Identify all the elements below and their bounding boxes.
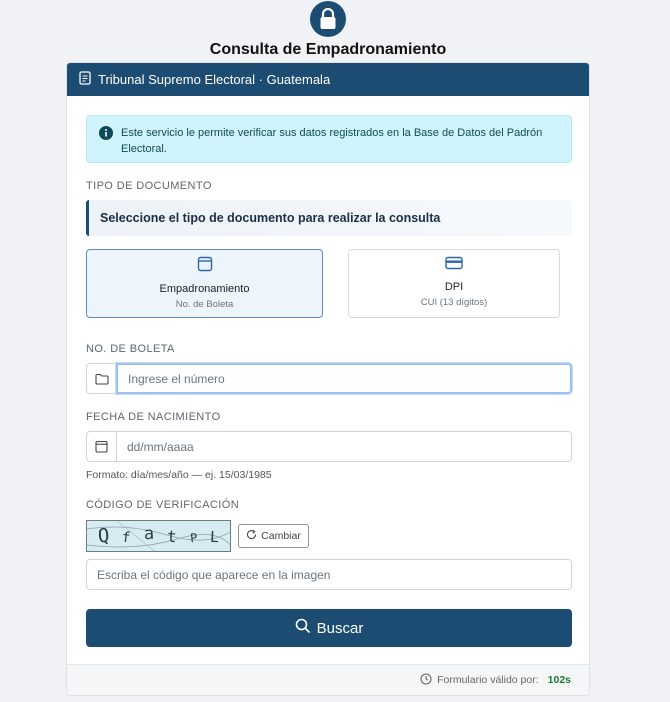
- captcha-char: L: [209, 527, 220, 547]
- birth-label: FECHA DE NACIMIENTO: [86, 411, 221, 423]
- doc-type-label: TIPO DE DOCUMENTO: [86, 180, 212, 192]
- captcha-label: CÓDIGO DE VERIFICACIÓN: [86, 499, 240, 511]
- card-icon: [445, 256, 463, 275]
- doc-option-empadronamiento[interactable]: [86, 249, 323, 318]
- captcha-char: a: [143, 523, 155, 545]
- birth-input-group: [86, 431, 572, 462]
- change-captcha-button[interactable]: [238, 524, 309, 548]
- captcha-image: [86, 520, 231, 552]
- birth-date-input[interactable]: [116, 431, 572, 462]
- calendar-icon: [86, 431, 116, 462]
- document-icon: [79, 71, 91, 88]
- info-alert: [86, 115, 572, 163]
- change-captcha-label: Cambiar: [261, 530, 301, 542]
- card-footer: [67, 664, 590, 695]
- boleta-label: NO. DE BOLETA: [86, 343, 175, 355]
- refresh-icon: [246, 529, 257, 543]
- captcha-code-input[interactable]: [86, 559, 572, 590]
- search-button-label: Buscar: [316, 619, 364, 637]
- card-header: [67, 63, 589, 96]
- boleta-input[interactable]: [116, 363, 572, 394]
- captcha-char: t: [166, 526, 178, 546]
- doc-option-title: DPI: [444, 281, 464, 293]
- doc-type-heading: Seleccione el tipo de documento para realizar la consulta: [86, 200, 572, 236]
- footer-label: Formulario válido por:: [437, 674, 539, 686]
- folder-icon: [86, 363, 116, 394]
- clock-icon: [420, 673, 432, 688]
- window-icon: [197, 256, 213, 277]
- lock-icon: [310, 1, 346, 37]
- captcha-char: P: [189, 530, 199, 546]
- info-text: Este servicio le permite verificar sus datos registrados en la Base de Datos del Padrón Electoral.: [121, 127, 543, 155]
- boleta-input-group: [86, 363, 572, 394]
- birth-helper: Formato: día/mes/año — ej. 15/03/1985: [86, 469, 272, 481]
- doc-option-dpi[interactable]: [348, 249, 560, 318]
- doc-option-title: Empadronamiento: [159, 283, 250, 295]
- captcha-char: f: [121, 529, 132, 547]
- captcha-char: Q: [96, 524, 110, 548]
- consulta-card: [66, 62, 590, 696]
- page-title: Consulta de Empadronamiento: [209, 41, 447, 58]
- search-button[interactable]: [86, 609, 572, 647]
- card-header-title: Tribunal Supremo Electoral · Guatemala: [98, 72, 331, 87]
- info-icon: [99, 126, 113, 145]
- card-body: [67, 96, 589, 666]
- search-icon: [295, 618, 311, 638]
- timer-seconds: 102s: [547, 674, 571, 686]
- doc-option-subtitle: CUI (13 dígitos): [420, 297, 488, 308]
- doc-option-subtitle: No. de Boleta: [175, 299, 234, 310]
